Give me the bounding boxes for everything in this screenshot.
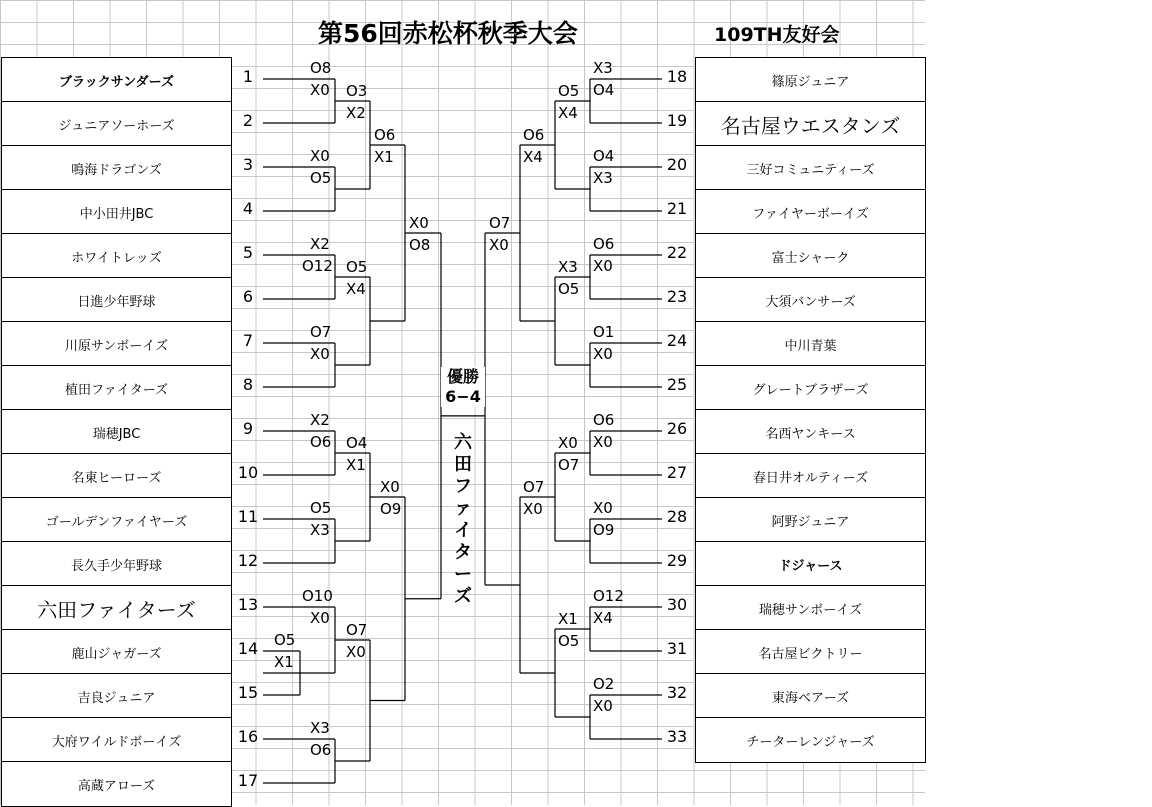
champion-name-char: ズ [454,586,472,607]
team-cell: ホワイトレッズ [1,233,232,279]
team-cell: ブラックサンダーズ [1,57,232,103]
match-score: O5 [558,632,580,650]
match-score: X2 [310,411,330,429]
seed-number: 21 [666,199,688,218]
seed-number: 15 [237,683,259,702]
organizer-label: 109TH友好会 [714,24,840,46]
match-score: X0 [593,499,613,517]
match-score: O5 [310,499,332,517]
seed-number: 22 [666,243,688,262]
match-score: O2 [593,675,615,693]
team-cell: 富士シャーク [695,233,926,279]
team-cell: 鹿山ジャガーズ [1,629,232,675]
seed-number: 12 [237,551,259,570]
team-cell: 名東ヒーローズ [1,453,232,499]
match-score: O6 [593,411,615,429]
match-score: O7 [346,621,368,639]
champion-name-char: タ [454,542,472,563]
match-score: O9 [380,500,402,518]
team-cell: ゴールデンファイヤーズ [1,497,232,543]
seed-number: 26 [666,419,688,438]
seed-number: 9 [242,419,254,438]
team-cell: 大須バンサーズ [695,277,926,323]
match-score: X0 [310,81,330,99]
seed-number: 7 [242,331,254,350]
match-score: X0 [593,433,613,451]
seed-number: 17 [237,771,259,790]
match-score: O7 [523,478,545,496]
team-cell: 阿野ジュニア [695,497,926,543]
team-cell: チーターレンジャーズ [695,717,926,763]
team-cell: 名古屋ウエスタンズ [695,101,926,147]
match-score: X1 [346,456,366,474]
match-score: X1 [558,610,578,628]
seed-number: 8 [242,375,254,394]
seed-number: 19 [666,111,688,130]
match-score: X0 [409,214,429,232]
champion-name-char: ァ [454,498,472,519]
team-cell: 瑞穂サンボーイズ [695,585,926,631]
champion-box [441,367,485,407]
match-score: O6 [593,235,615,253]
team-cell: 鳴海ドラゴンズ [1,145,232,191]
seed-number: 29 [666,551,688,570]
seed-number: 14 [237,639,259,658]
seed-number: 23 [666,287,688,306]
match-score: O6 [310,741,332,759]
match-score: X0 [310,609,330,627]
tournament-title: 第56回赤松杯秋季大会 [318,19,578,48]
match-score: X0 [593,345,613,363]
match-score: X0 [346,643,366,661]
match-score: X0 [558,434,578,452]
seed-number: 11 [237,507,259,526]
match-score: X4 [558,104,578,122]
team-cell: 日進少年野球 [1,277,232,323]
team-cell: 六田ファイターズ [1,585,232,631]
match-score: O10 [302,587,333,605]
match-score: O6 [310,433,332,451]
team-cell: ドジャース [695,541,926,587]
match-score: X3 [593,59,613,77]
team-cell: 中川青葉 [695,321,926,367]
match-score: O12 [593,587,624,605]
champion-name-char: イ [454,520,472,541]
match-score: O6 [374,126,396,144]
match-score: X1 [274,653,294,671]
match-score: X4 [346,280,366,298]
match-score: X0 [310,147,330,165]
team-cell: 名古屋ビクトリー [695,629,926,675]
match-score: O12 [302,257,333,275]
match-score: X0 [523,500,543,518]
seed-number: 6 [242,287,254,306]
match-score: X4 [523,148,543,166]
match-score: O8 [409,236,431,254]
match-score: O9 [593,521,615,539]
match-score: X0 [593,697,613,715]
match-score: O4 [346,434,368,452]
team-cell: 春日井オルティーズ [695,453,926,499]
match-score: X4 [593,609,613,627]
match-score: X0 [380,478,400,496]
team-cell: 植田ファイターズ [1,365,232,411]
match-score: X2 [310,235,330,253]
champion-label: 優勝 [446,367,479,386]
match-score: O7 [310,323,332,341]
match-score: X0 [593,257,613,275]
seed-number: 27 [666,463,688,482]
final-score: 6−4 [445,387,481,406]
team-cell: 高蔵アローズ [1,761,232,807]
team-cell: ジュニアソーホーズ [1,101,232,147]
team-cell: ファイヤーボーイズ [695,189,926,235]
champion-name-char: 田 [454,454,472,475]
match-score: X0 [310,345,330,363]
team-cell: 三好コミュニティーズ [695,145,926,191]
match-score: X2 [346,104,366,122]
team-cell: グレートブラザーズ [695,365,926,411]
team-cell: 篠原ジュニア [695,57,926,103]
match-score: O8 [310,59,332,77]
match-score: X3 [558,258,578,276]
seed-number: 10 [237,463,259,482]
seed-number: 30 [666,595,688,614]
team-cell: 中小田井JBC [1,189,232,235]
match-score: O5 [558,82,580,100]
match-score: O4 [593,147,615,165]
champion-name-char: ー [454,564,472,585]
seed-number: 24 [666,331,688,350]
match-score: O5 [310,169,332,187]
match-score: X1 [374,148,394,166]
match-score: O5 [346,258,368,276]
seed-number: 16 [237,727,259,746]
match-score: O5 [558,280,580,298]
seed-number: 3 [242,155,254,174]
seed-number: 5 [242,243,254,262]
seed-number: 33 [666,727,688,746]
match-score: X0 [489,236,509,254]
team-cell: 瑞穂JBC [1,409,232,455]
seed-number: 18 [666,67,688,86]
champion-name-char: 六 [454,432,472,453]
team-cell: 東海ベアーズ [695,673,926,719]
team-cell: 大府ワイルドボーイズ [1,717,232,763]
champion-name-char: フ [454,476,472,497]
match-score: X3 [310,719,330,737]
seed-number: 1 [242,67,254,86]
team-cell: 長久手少年野球 [1,541,232,587]
seed-number: 32 [666,683,688,702]
match-score: O5 [274,631,296,649]
match-score: O7 [489,214,511,232]
match-score: O7 [558,456,580,474]
team-cell: 川原サンボーイズ [1,321,232,367]
team-cell: 名西ヤンキース [695,409,926,455]
match-score: O3 [346,82,368,100]
match-score: O4 [593,81,615,99]
match-score: X3 [593,169,613,187]
seed-number: 28 [666,507,688,526]
seed-number: 4 [242,199,254,218]
match-score: X3 [310,521,330,539]
seed-number: 25 [666,375,688,394]
match-score: O6 [523,126,545,144]
seed-number: 20 [666,155,688,174]
team-cell: 吉良ジュニア [1,673,232,719]
seed-number: 13 [237,595,259,614]
seed-number: 31 [666,639,688,658]
match-score: O1 [593,323,615,341]
seed-number: 2 [242,111,254,130]
